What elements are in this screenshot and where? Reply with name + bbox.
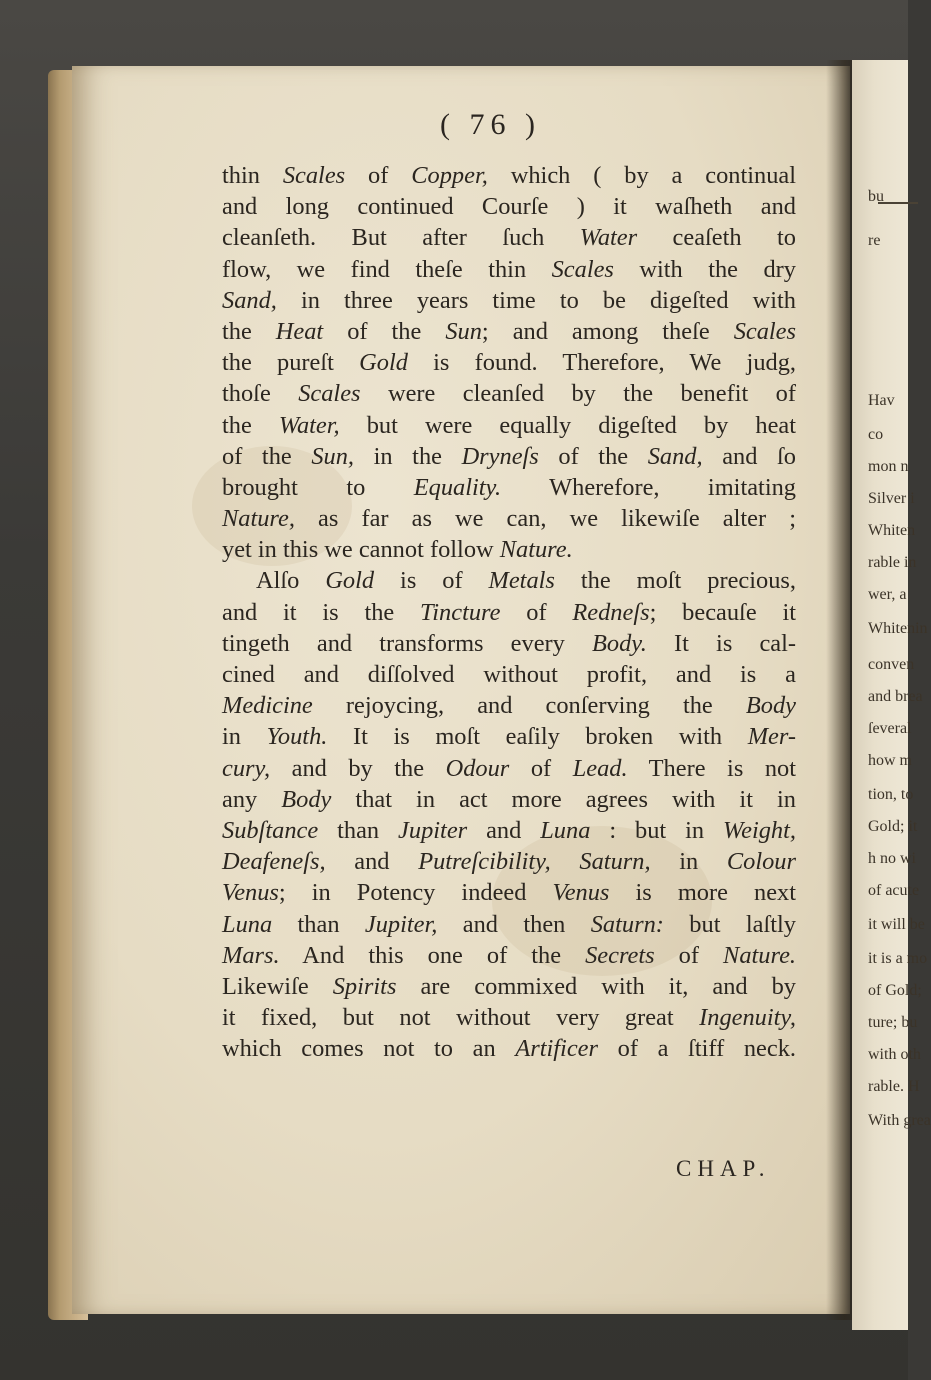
italic-text: Gold xyxy=(325,567,375,595)
text-line xyxy=(222,316,796,347)
text-run: of xyxy=(509,754,573,782)
italic-text: Scales xyxy=(733,317,796,345)
italic-text: Deafeneſs, xyxy=(222,848,326,876)
text-line xyxy=(222,1002,796,1033)
facing-page-fragment: Silver i xyxy=(868,490,915,507)
italic-text: Colour xyxy=(726,848,796,876)
text-line xyxy=(222,659,796,690)
text-run: in the xyxy=(354,442,462,470)
text-run: and xyxy=(467,816,541,844)
facing-page-fragment: rable. H xyxy=(868,1078,920,1095)
text-run: were cleanſed by the benefit of xyxy=(360,380,796,408)
text-line xyxy=(222,472,796,503)
text-run: in three years time to be digeſted with xyxy=(276,286,796,314)
text-run: are commixed with it, and by xyxy=(396,972,797,1000)
text-run: but were equally digeſted by heat xyxy=(339,411,796,439)
italic-text: Scales xyxy=(282,162,346,189)
text-line xyxy=(222,191,796,222)
text-run: than xyxy=(318,816,399,844)
text-run: it fixed, but not without very great xyxy=(222,1004,700,1032)
italic-text: Redneſs xyxy=(572,598,650,626)
text-run: as far as we can, we likewiſe alter ; xyxy=(294,505,796,533)
italic-text: Weight, xyxy=(723,816,796,844)
italic-text: Saturn: xyxy=(590,910,664,938)
text-run: There is not xyxy=(627,754,797,782)
text-run: and by the xyxy=(270,754,446,782)
italic-text: Luna xyxy=(540,816,591,844)
text-line xyxy=(222,628,796,659)
text-run: in xyxy=(650,848,727,876)
text-run: It is cal- xyxy=(646,629,797,657)
text-run: with the dry xyxy=(613,255,796,283)
facing-page-fragment: ture; bu xyxy=(868,1014,918,1031)
italic-text: Youth. xyxy=(266,723,328,751)
facing-page-fragment: ſeveral xyxy=(868,720,912,737)
page-number: ( 76 ) xyxy=(440,108,541,141)
italic-text: Nature, xyxy=(222,505,295,533)
text-run: and xyxy=(325,848,419,876)
text-line xyxy=(222,846,796,877)
facing-page-fragment: mon n xyxy=(868,458,909,475)
text-run xyxy=(551,848,580,875)
text-line xyxy=(222,222,796,253)
text-run: of xyxy=(654,941,724,969)
facing-page-fragment: Gold; it xyxy=(868,818,918,835)
italic-text: Heat xyxy=(275,317,324,345)
text-run: but laſtly xyxy=(663,910,796,938)
text-line xyxy=(222,160,796,191)
text-run: rejoycing, and conſerving the xyxy=(312,692,746,720)
text-run: yet in this we cannot follow xyxy=(222,536,500,564)
facing-page-fragment: h no wi xyxy=(868,850,916,867)
text-run: any xyxy=(222,785,282,813)
text-line xyxy=(222,597,796,628)
italic-text: Sand, xyxy=(222,286,277,314)
text-line xyxy=(222,565,796,596)
catchword: CHAP. xyxy=(676,1156,771,1181)
facing-page-fragment: it is a mo xyxy=(868,950,928,967)
facing-page-fragment: conven xyxy=(868,656,915,673)
italic-text: Copper, xyxy=(411,162,488,189)
text-run: the xyxy=(222,317,276,345)
italic-text: Venus xyxy=(552,879,610,907)
italic-text: Jupiter, xyxy=(364,910,438,938)
text-line xyxy=(222,909,796,940)
facing-page-fragment: and brea xyxy=(868,688,923,705)
text-run: Wherefore, imitating xyxy=(501,473,796,501)
facing-page-fragment: re xyxy=(868,232,881,249)
facing-page-fragment: Whitenin xyxy=(868,620,928,637)
text-run: which comes not to an xyxy=(222,1035,516,1063)
text-run: is found. Therefore, We judg, xyxy=(407,349,797,377)
italic-text: Mars. xyxy=(222,941,280,969)
italic-text: Tincture xyxy=(420,598,501,626)
text-run: and it is the xyxy=(222,598,421,626)
text-line xyxy=(222,347,796,378)
text-line xyxy=(222,254,796,285)
text-run: is of xyxy=(374,567,489,595)
italic-text: Subſtance xyxy=(222,816,319,844)
italic-text: Mer- xyxy=(747,723,796,751)
text-run: of the xyxy=(538,442,648,470)
italic-text: Body xyxy=(745,692,796,720)
text-run: and then xyxy=(437,910,591,938)
facing-page-fragment: rable in xyxy=(868,554,917,571)
text-run: thoſe xyxy=(222,380,299,408)
italic-text: Jupiter xyxy=(398,816,468,844)
text-run: flow, we find theſe thin xyxy=(222,255,552,283)
text-run: brought to xyxy=(222,473,414,501)
facing-page xyxy=(852,60,931,1330)
italic-text: Sand, xyxy=(647,442,703,470)
facing-page-fragment: With grea xyxy=(868,1112,931,1129)
text-run: in xyxy=(222,723,267,751)
italic-text: Dryneſs xyxy=(461,442,539,470)
facing-page-fragment: co xyxy=(868,426,884,443)
italic-text: Putreſcibility, xyxy=(418,848,551,876)
italic-text: Water xyxy=(579,224,638,252)
italic-text: Artificer xyxy=(515,1035,598,1063)
text-run: ; in Potency indeed xyxy=(278,879,553,907)
facing-page-fragment: wer, a xyxy=(868,586,907,603)
italic-text: Scales xyxy=(551,255,614,283)
text-line xyxy=(222,441,796,472)
italic-text: Sun xyxy=(445,317,482,345)
text-run: thin xyxy=(222,162,283,189)
text-run: of the xyxy=(222,442,312,470)
italic-text: cury, xyxy=(222,754,271,782)
text-run: ; and among theſe xyxy=(481,317,734,345)
italic-text: Body xyxy=(281,785,332,813)
text-line xyxy=(222,815,796,846)
facing-page-fragment: it will be xyxy=(868,916,925,933)
text-run: Likewiſe xyxy=(222,972,333,1000)
text-line xyxy=(222,410,796,441)
text-run: It is moſt eaſily broken with xyxy=(327,723,748,751)
facing-page-fragment: bu xyxy=(868,188,884,205)
text-run: than xyxy=(272,910,365,938)
text-run: cleanſeth. But after ſuch xyxy=(222,224,580,252)
text-run: that in act more agrees with it in xyxy=(331,785,796,813)
text-run: Alſo xyxy=(256,567,326,595)
italic-text: Metals xyxy=(488,567,555,595)
italic-text: Scales xyxy=(298,380,361,408)
text-run: of xyxy=(345,162,412,189)
italic-text: Body. xyxy=(592,629,647,657)
italic-text: Sun, xyxy=(311,442,354,470)
facing-page-fragment: of Gold; xyxy=(868,982,922,999)
italic-text: Equality. xyxy=(413,473,502,501)
body-text xyxy=(222,160,796,1064)
text-line xyxy=(222,721,796,752)
text-run: the xyxy=(222,411,279,439)
text-line xyxy=(222,378,796,409)
italic-text: Nature. xyxy=(499,536,573,564)
text-line xyxy=(222,784,796,815)
italic-text: Saturn, xyxy=(579,848,651,876)
text-run: is more next xyxy=(609,879,796,907)
text-run: tingeth and transforms every xyxy=(222,629,592,657)
text-line xyxy=(222,690,796,721)
text-run: of a ſtiff neck. xyxy=(597,1035,796,1063)
text-run: the moſt precious, xyxy=(554,567,796,595)
text-run: of xyxy=(500,598,573,626)
facing-page-fragment: with oth xyxy=(868,1046,921,1063)
italic-text: Odour xyxy=(445,754,510,782)
italic-text: Lead. xyxy=(572,754,628,782)
facing-page-fragment: Hav xyxy=(868,392,895,409)
text-run: which ( by a continual xyxy=(487,162,797,189)
facing-page-fragment: of acute xyxy=(868,882,920,899)
text-line xyxy=(222,940,796,971)
text-run: of the xyxy=(323,317,446,345)
italic-text: Medicine xyxy=(222,692,313,720)
text-run: and ſo xyxy=(702,442,796,470)
italic-text: Gold xyxy=(359,349,408,377)
text-run: ; becauſe it xyxy=(649,598,796,626)
text-run: And this one of the xyxy=(279,941,586,969)
italic-text: Luna xyxy=(222,910,273,938)
facing-page-fragment: Whiten xyxy=(868,522,916,539)
facing-page-fragment: how m xyxy=(868,752,912,769)
italic-text: Ingenuity, xyxy=(699,1004,796,1032)
italic-text: Water, xyxy=(278,411,340,439)
italic-text: Venus xyxy=(222,879,279,907)
text-run: and long continued Courſe ) it waſheth and xyxy=(222,193,796,221)
text-line xyxy=(222,971,796,1002)
text-run: : but in xyxy=(590,816,724,844)
facing-page-fragment: tion, to xyxy=(868,786,914,803)
italic-text: Nature. xyxy=(723,941,796,969)
text-line xyxy=(222,753,796,784)
italic-text: Secrets xyxy=(585,941,655,969)
italic-text: Spirits xyxy=(332,972,397,1000)
text-run: the pureſt xyxy=(222,349,360,377)
text-line xyxy=(222,285,796,316)
text-line xyxy=(222,1033,796,1064)
text-run: ceaſeth to xyxy=(637,224,797,252)
text-run: cined and diſſolved without profit, and is a xyxy=(222,661,796,688)
text-line xyxy=(222,503,796,534)
text-line xyxy=(222,877,796,908)
text-line xyxy=(222,534,796,565)
facing-page-rule xyxy=(878,202,918,204)
